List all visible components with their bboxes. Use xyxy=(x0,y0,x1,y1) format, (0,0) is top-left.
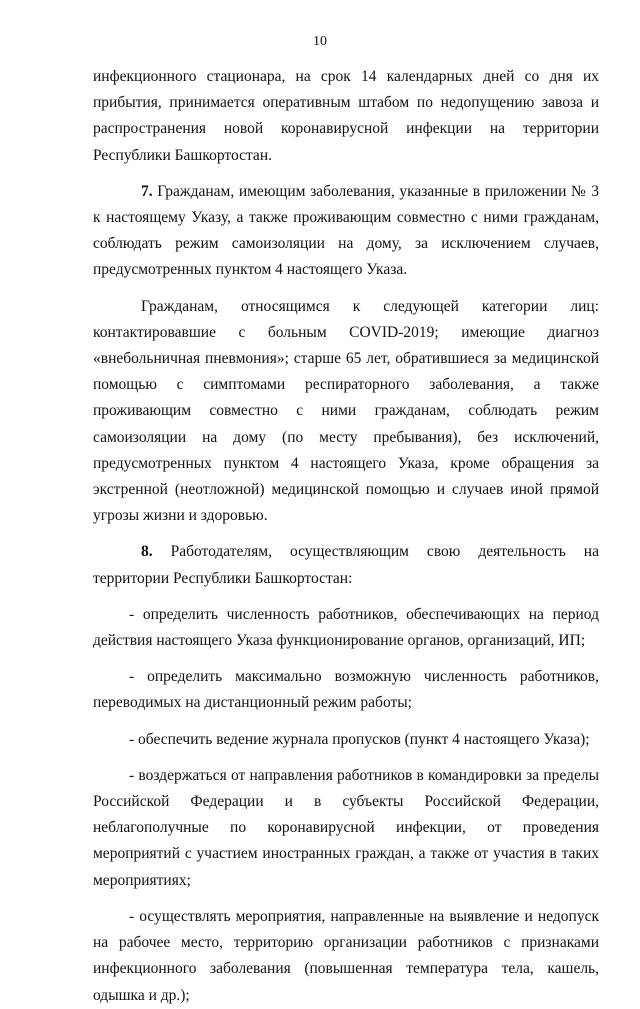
item-text: Гражданам, имеющим заболевания, указанные в приложении № 3 к настоящему Указу, а также проживающим совместно с ними гражданам, соблюдать режим самоизоляции на дому, за исключением случаев, предусмотренных пунктом 4 настоящего Указа. xyxy=(93,182,599,279)
page-number: 10 xyxy=(313,34,327,49)
paragraph-item-8 xyxy=(93,539,599,591)
list-item-pass-log: - обеспечить ведение журнала пропусков (пункт 4 настоящего Указа); xyxy=(129,730,590,748)
paragraph-continuation: инфекционного стационара, на срок 14 календарных дней со дня их прибытия, принимается оперативным штабом по недопущению завоза и распространения новой коронавирусной инфекции на территории Республики Башкортостан. xyxy=(93,68,599,164)
item-number: 7. xyxy=(141,182,153,200)
paragraph-item-7 xyxy=(93,179,599,284)
list-item-headcount: - определить численность работников, обеспечивающих на период действия настоящего Указа функционирование органов, организаций, ИП; xyxy=(93,605,599,650)
list-item-remote-work: - определить максимально возможную численность работников, переводимых на дистанционный режим работы; xyxy=(93,668,599,712)
item-text: Работодателям, осуществляющим свою деятельность на территории Республики Башкортостан: xyxy=(93,543,599,587)
paragraph-self-isolation-categories: Гражданам, относящимся к следующей категории лиц: контактировавшие с больным COVID-2019; имеющие диагноз «внебольничная пневмония»; старше 65 лет, обратившиеся за медицинской помощью с симптомами респираторного заболевания, а также проживающим совместно с ними гражданам, соблюдать режим самоизоляции на дому (по месту пребывания), без исключений, предусмотренных пунктом 4 настоящего Указа, кроме обращения за экстренной (неотложной) медицинской помощью и случаев иной прямой угрозы жизни и здоровью. xyxy=(93,297,599,525)
item-number: 8. xyxy=(141,543,153,561)
document-body xyxy=(93,64,599,1009)
list-item-screening: - осуществлять мероприятия, направленные на выявление и недопуск на рабочее место, территорию организации работников с признаками инфекционного заболевания (повышенная температура тела, кашель, одышка и др.); xyxy=(93,907,599,1004)
list-item-business-trips: - воздержаться от направления работников в командировки за пределы Российской Федерации и в субъекты Российской Федерации, неблагополучные по коронавирусной инфекции, от проведения мероприятий с участием иностранных граждан, а также от участия в таких мероприятиях; xyxy=(93,766,599,889)
